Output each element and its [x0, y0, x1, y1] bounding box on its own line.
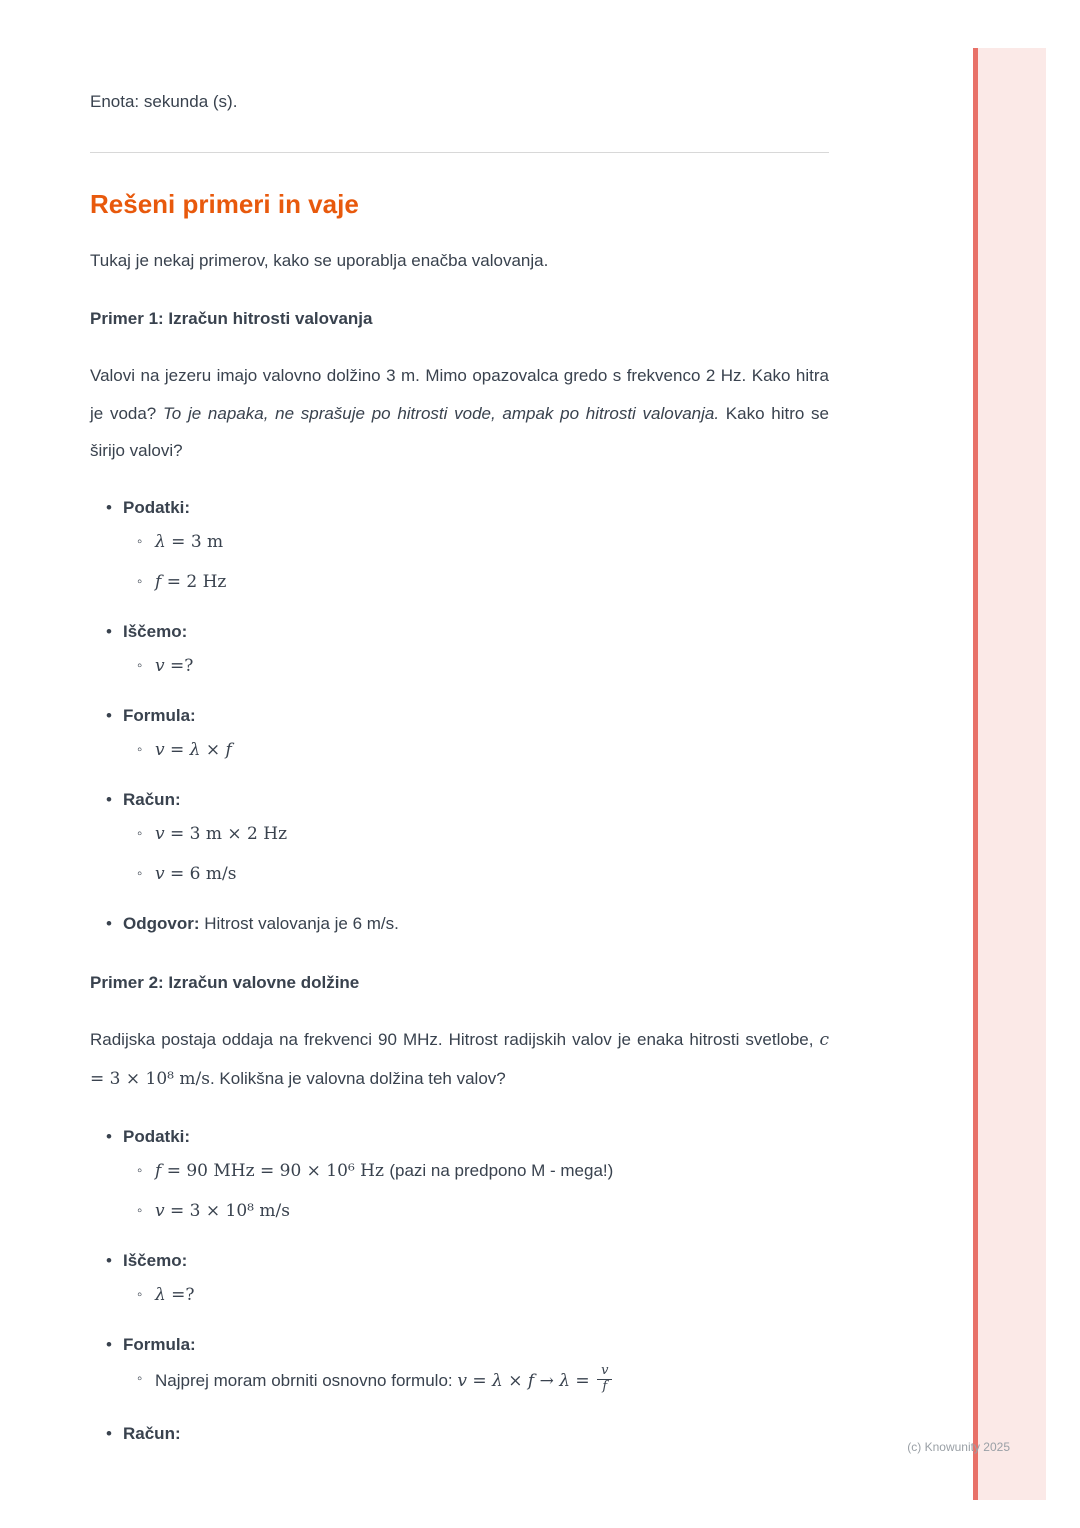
right-margin-stripe: [973, 48, 1046, 1500]
copyright-footer: (c) Knowunity 2025: [907, 1440, 1010, 1454]
section-title: Rešeni primeri in vaje: [90, 188, 359, 219]
list-item-label: Formula:: [123, 706, 196, 726]
fraction-numerator: v: [597, 1364, 612, 1380]
math-line: ◦ λ = 3 m: [137, 529, 829, 555]
answer-text: Hitrost valovanja je 6 m/s.: [204, 914, 399, 934]
list-item-racun: [106, 1421, 829, 1447]
formula-text: Najprej moram obrniti osnovno formulo: v = λ × f → λ =: [155, 1370, 596, 1391]
example1-heading: Primer 1: Izračun hitrosti valovanja: [90, 309, 373, 329]
math-line: ◦ v = 6 m/s: [137, 861, 829, 887]
example2-list: [90, 1124, 829, 1447]
list-item-label: Račun:: [123, 1423, 181, 1443]
math-line: ◦ f = 90 MHz = 90 × 10⁶ Hz (pazi na predpono M - mega!): [137, 1158, 829, 1184]
math-line: ◦ v = λ × f: [137, 737, 829, 763]
list-item-racun: [106, 787, 829, 887]
math-line: ◦ v =?: [137, 653, 829, 679]
list-item-label: Formula:: [123, 1335, 196, 1355]
math-line: ◦ v = 3 m × 2 Hz: [137, 821, 829, 847]
document-content: [90, 0, 829, 1471]
list-item-label: Račun:: [123, 790, 181, 810]
fraction: [597, 1364, 612, 1395]
math-line: ◦ λ =?: [137, 1282, 829, 1308]
math-line: ◦ v = 3 × 10⁸ m/s: [137, 1198, 829, 1224]
list-item-formula: [106, 1332, 829, 1397]
list-item-label: Odgovor:: [123, 914, 200, 934]
list-item-iscemo: [106, 619, 829, 679]
math-line: ◦ f = 2 Hz: [137, 569, 829, 595]
list-item-formula: [106, 703, 829, 763]
example2-paragraph: Radijska postaja oddaja na frekvenci 90 MHz. Hitrost radijskih valov je enaka hitrosti svetlobe, c = 3 × 10⁸ m/s. Kolikšna je valovna dolžina teh valov?: [90, 1030, 829, 1089]
list-item-iscemo: [106, 1248, 829, 1308]
unit-note: Enota: sekunda (s).: [90, 92, 238, 111]
section-divider: [90, 152, 829, 153]
list-item-label: Iščemo:: [123, 1251, 188, 1271]
list-item-label: Podatki:: [123, 498, 191, 518]
example1-list: [90, 495, 829, 937]
list-item-odgovor: [106, 911, 829, 937]
formula-line: [137, 1363, 829, 1397]
example1-paragraph: Valovi na jezeru imajo valovno dolžino 3 m. Mimo opazovalca gredo s frekvenco 2 Hz. Kako hitra je voda? To je napaka, ne sprašuje po hitrosti vode, ampak po hitrosti valovanja. Kako hitro se širijo valovi?: [90, 366, 829, 461]
list-item-label: Podatki:: [123, 1127, 191, 1147]
list-item-podatki: [106, 495, 829, 595]
fraction-denominator: f: [602, 1378, 608, 1394]
list-item-podatki: [106, 1124, 829, 1224]
list-item-label: Iščemo:: [123, 622, 188, 642]
section-intro: Tukaj je nekaj primerov, kako se uporablja enačba valovanja.: [90, 250, 549, 270]
example2-heading: Primer 2: Izračun valovne dolžine: [90, 973, 360, 993]
